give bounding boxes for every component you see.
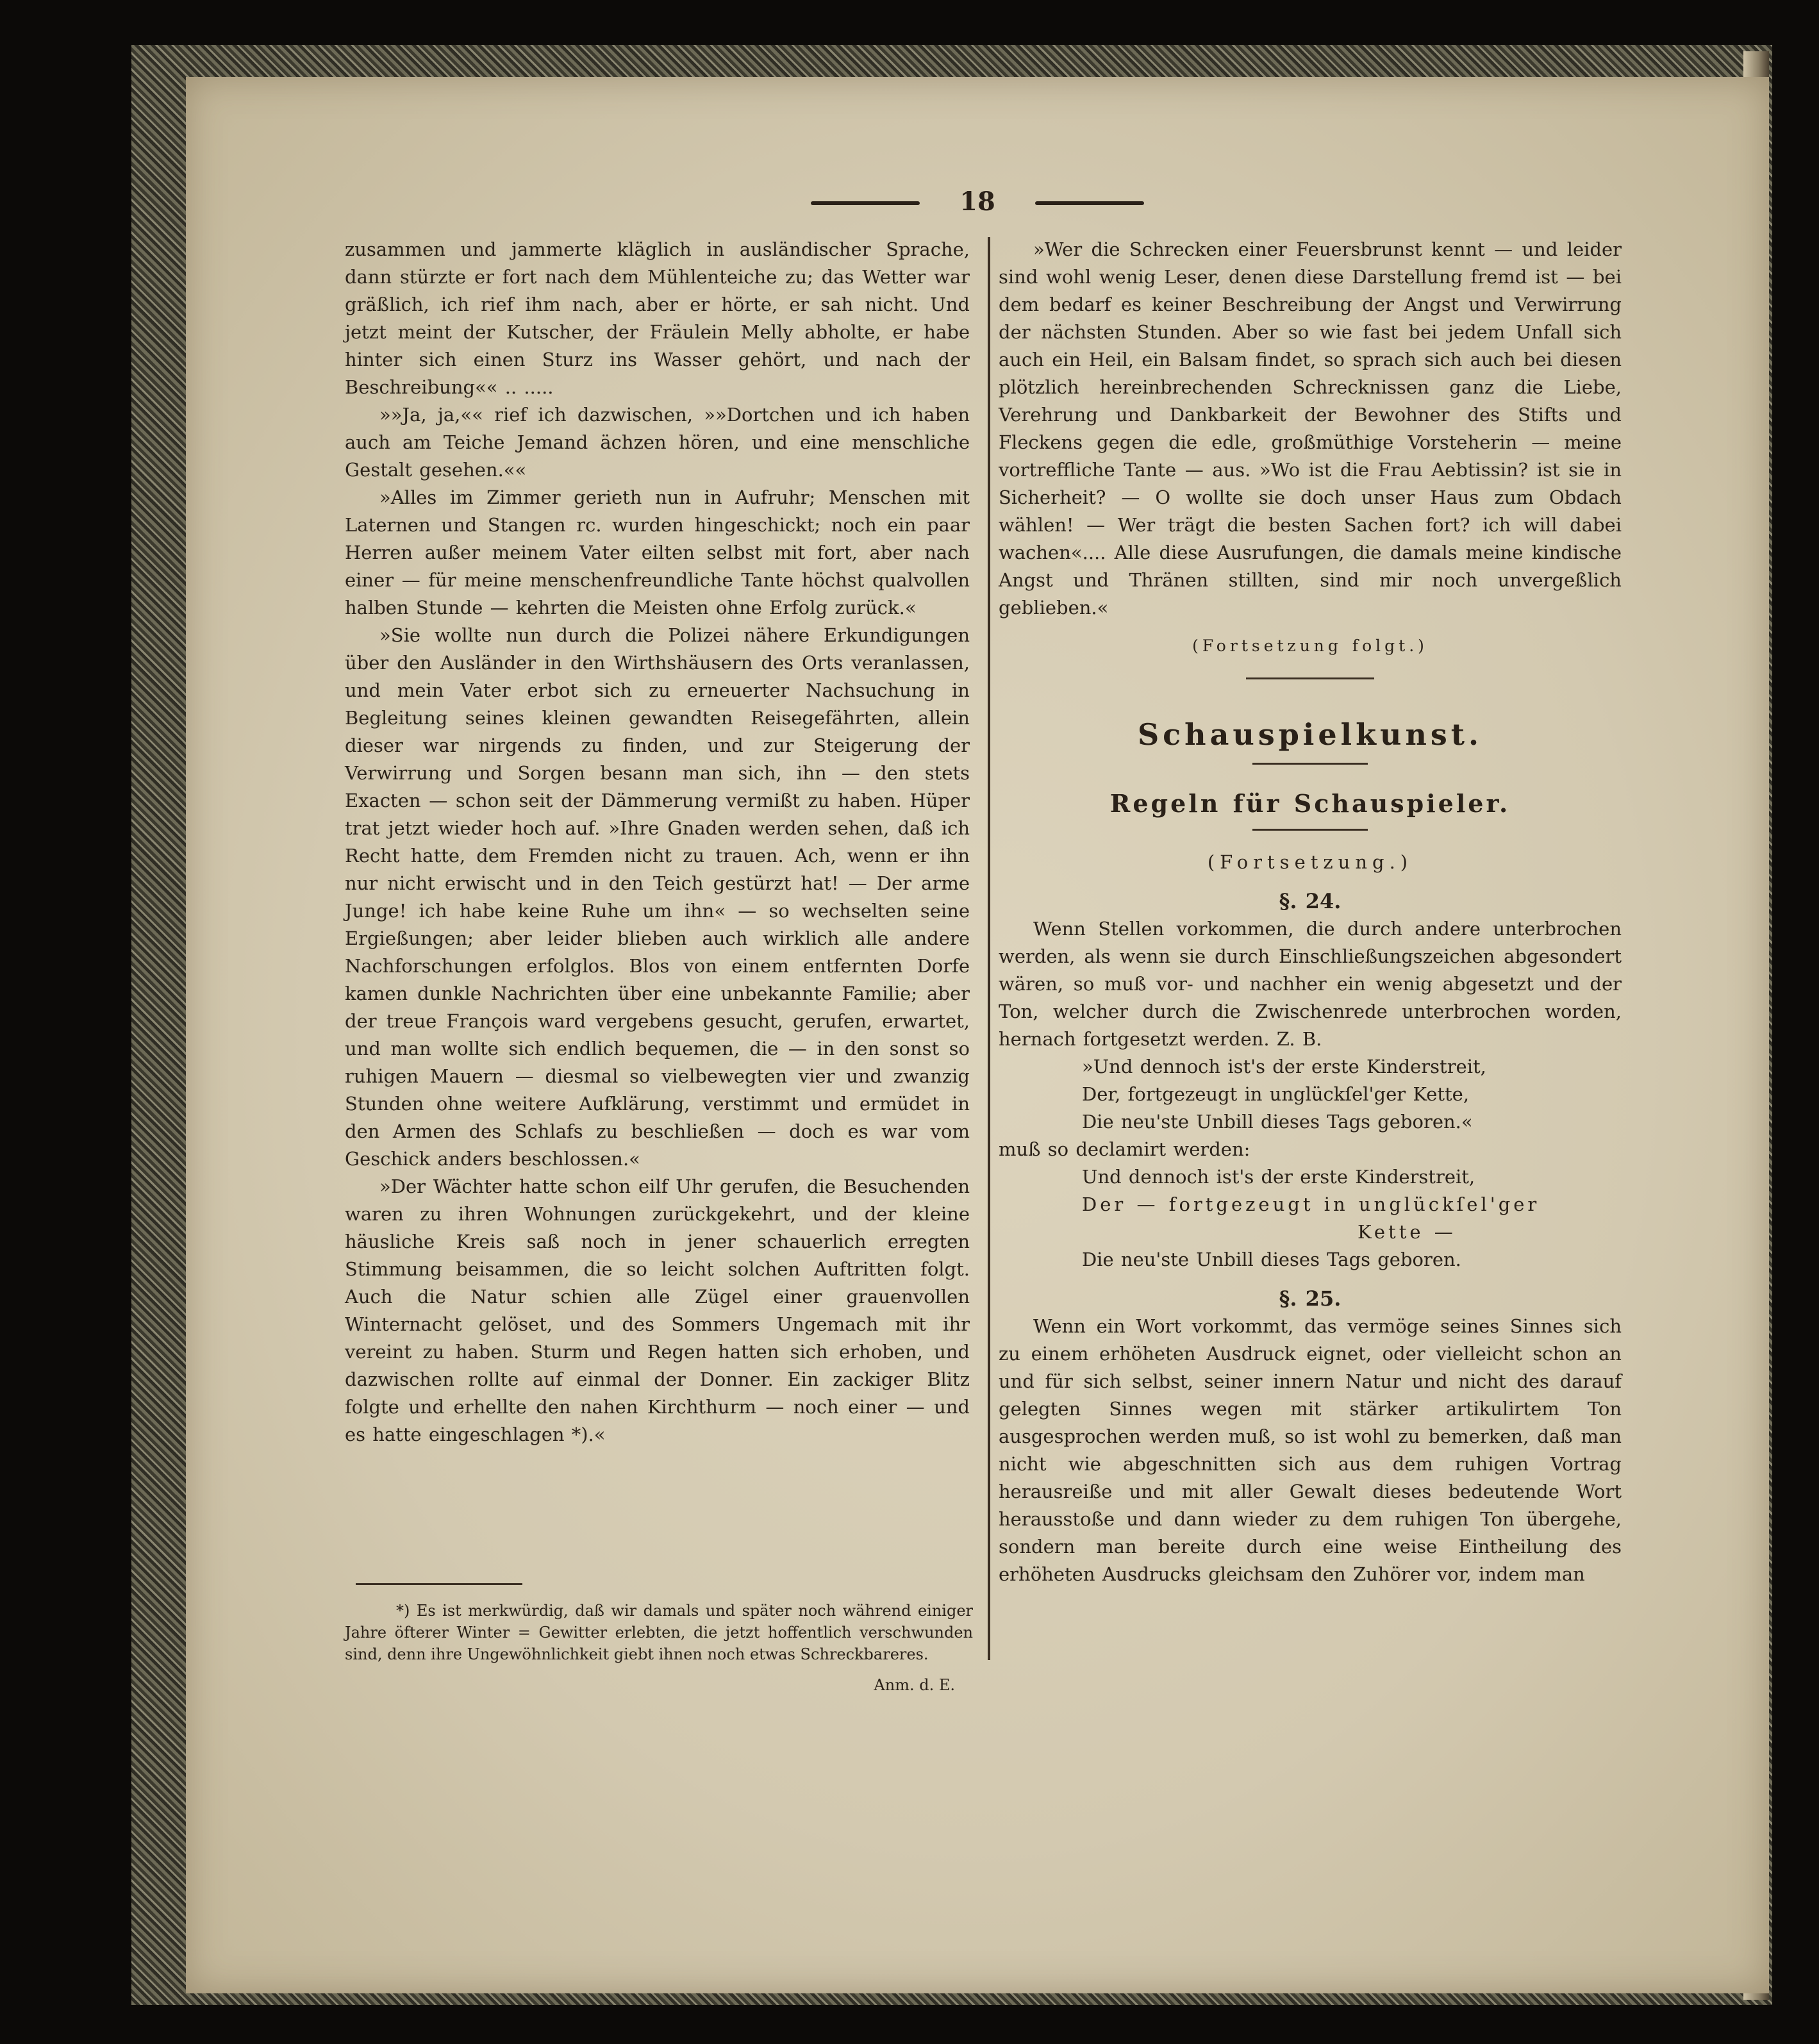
paragraph: »»Ja, ja,«« rief ich dazwischen, »»Dortchen und ich haben auch am Teiche Jemand ächzen hören, und eine menschliche Gestalt gesehen.«« [345, 404, 970, 481]
paragraph: »Alles im Zimmer gerieth nun in Aufruhr; Menschen mit Laternen und Stangen rc. wurden hingeschickt; noch ein paar Herren außer meinem Vater eilten selbst mit fort, aber nach einer — für meine menschenfreundliche Tante höchst qualvollen halben Stunde — kehrten die Meisten ohne Erfolg zurück.« [345, 486, 970, 619]
page-number: 18 [959, 187, 995, 217]
section-title: Schauspielkunst. [1137, 717, 1483, 752]
continued-note: (Fortsetzung folgt.) [1192, 636, 1428, 655]
verse-line: Der, fortgezeugt in unglückſel'ger Kette, [1082, 1083, 1470, 1105]
right-column [999, 236, 1622, 1588]
subtitle-rule [1252, 829, 1368, 831]
paragraph: »Sie wollte nun durch die Polizei nähere Erkundigungen über den Ausländer in den Wirthshäusern des Orts veranlassen, und mein Vater erbot sich zu erneuerter Nachsuchung in Begleitung seines kleinen gewandten Reisegefährten, allein dieser war nirgends zu finden, und zur Steigerung der Verwirrung und Sorgen besann man sich, ihn — den stets Exacten — schon seit der Dämmerung vermißt zu haben. Hüper trat jetzt wieder hoch auf. »Ihre Gnaden werden sehen, daß ich Recht hatte, dem Fremden nicht zu trauen. Ach, wenn er ihn nur nicht erwischt und in den Teich gestürzt hat! — Der arme Junge! ich habe keine Ruhe um ihn« — so wechselten seine Ergießungen; aber leider blieben auch wirklich alle andere Nachforschungen erfolglos. Blos von einem entfernten Dorfe kamen dunkle Nachrichten über eine unbekannte Familie; aber der treue François ward vergebens gesucht, gerufen, erwartet, und man wollte sich endlich bequemen, die — in den sonst so ruhigen Mauern — diesmal so vielbewegten vier und zwanzig Stunden ohne weitere Aufklärung, verstimmt und ermüdet in den Armen des Schlafs zu beschließen — doch es war vom Geschick anders beschlossen.« [345, 624, 970, 1170]
header-rule-right [1035, 201, 1144, 205]
footnote-signature: Anm. d. E. [874, 1676, 955, 1694]
paragraph: Wenn Stellen vorkommen, die durch andere unterbrochen werden, als wenn sie durch Einschließungszeichen abgesondert wären, so muß vor- und nachher ein wenig abgesetzt und der Ton, welcher durch die Zwischenrede unterbrochen worden, hernach fortgesetzt werden. Z. B. [999, 918, 1622, 1050]
verse-line: »Und dennoch ist's der erste Kinderstreit, [1082, 1056, 1486, 1077]
verse-line: Kette — [1358, 1221, 1456, 1243]
page-header [811, 186, 1144, 218]
footnote [345, 1600, 973, 1696]
footnote-text: *) Es ist merkwürdig, daß wir damals und später noch während einiger Jahre öfterer Winter = Gewitter erlebten, die jetzt hoffentlich verschwunden sind, denn ihre Ungewöhnlichkeit giebt ihnen noch etwas Schreckbareres. [345, 1602, 973, 1663]
column-divider [988, 237, 990, 1660]
article-subtitle: (Fortsetzung.) [1207, 851, 1413, 873]
verse-line: Die neu'ste Unbill dieses Tags geboren.« [1082, 1111, 1473, 1133]
declaim-line: muß so declamirt werden: [999, 1138, 1250, 1160]
section-rule [1246, 677, 1374, 679]
verse-line: Der — fortgezeugt in unglückſel'ger [1082, 1193, 1540, 1215]
verse-example [999, 1053, 1622, 1136]
title-rule [1252, 763, 1368, 765]
verse-line: Und dennoch ist's der erste Kinderstreit, [1082, 1166, 1475, 1188]
paragraph-number: §. 25. [1279, 1286, 1341, 1311]
article-title: Regeln für Schauspieler. [1109, 789, 1511, 818]
left-column [345, 236, 970, 1449]
verse-declaimed [999, 1163, 1622, 1274]
verse-line: Die neu'ste Unbill dieses Tags geboren. [1082, 1249, 1461, 1270]
paragraph: »Der Wächter hatte schon eilf Uhr gerufen, die Besuchenden waren zu ihren Wohnungen zurückgekehrt, und der kleine häusliche Kreis saß noch in jener schauerlich erregten Stimmung beisammen, die so leicht solchen Auftritten folgt. Auch die Natur schien alle Zügel einer grauenvollen Winternacht gelöset, und des Sommers Ungemach mit ihr vereint zu haben. Sturm und Regen hatten sich erhoben, und dazwischen rollte auf einmal der Donner. Ein zackiger Blitz folgte und erhellte den nahen Kirchthurm — noch einer — und es hatte eingeschlagen *).« [345, 1176, 970, 1445]
paragraph-number: §. 24. [1279, 889, 1341, 913]
paragraph: zusammen und jammerte kläglich in ausländischer Sprache, dann stürzte er fort nach dem Mühlenteiche zu; das Wetter war gräßlich, ich rief ihm nach, aber er hörte, er sah nicht. Und jetzt meint der Kutscher, der Fräulein Melly abholte, er habe hinter sich einen Sturz ins Wasser gehört, und nach der Beschreibung«« .. ..... [345, 238, 970, 398]
footnote-rule [356, 1583, 522, 1585]
paragraph: »Wer die Schrecken einer Feuersbrunst kennt — und leider sind wohl wenig Leser, denen diese Darstellung fremd ist — bei dem bedarf es keiner Beschreibung der Angst und Verwirrung der nächsten Stunden. Aber so wie fast bei jedem Unfall sich auch ein Heil, ein Balsam findet, so sprach sich auch bei diesen plötzlich hereinbrechenden Schrecknissen ganz die Liebe, Verehrung und Dankbarkeit der Bewohner des Stifts und Fleckens gegen die edle, großmüthige Vorsteherin — meine vortreffliche Tante — aus. »Wo ist die Frau Aebtissin? ist sie in Sicherheit? — O wollte sie doch unser Haus zum Obdach wählen! — Wer trägt die besten Sachen fort? ich will dabei wachen«.... Alle diese Ausrufungen, die damals meine kindische Angst und Thränen stillten, sind mir noch unvergeßlich geblieben.« [999, 238, 1622, 619]
paragraph: Wenn ein Wort vorkommt, das vermöge seines Sinnes sich zu einem erhöheten Ausdruck eignet, oder vielleicht schon an und für sich selbst, seiner innern Natur und nicht des darauf gelegten Sinnes wegen mit stärker artikulirtem Ton ausgesprochen werden muß, so ist wohl zu bemerken, daß man nicht wie abgeschnitten sich aus dem ruhigen Vortrag herausreiße und mit aller Gewalt dieses bedeutende Wort herausstoße und dann wieder zu dem ruhigen Ton übergehe, sondern man bereite durch eine weise Eintheilung des erhöheten Ausdrucks gleichsam den Zuhörer vor, indem man [999, 1315, 1622, 1585]
